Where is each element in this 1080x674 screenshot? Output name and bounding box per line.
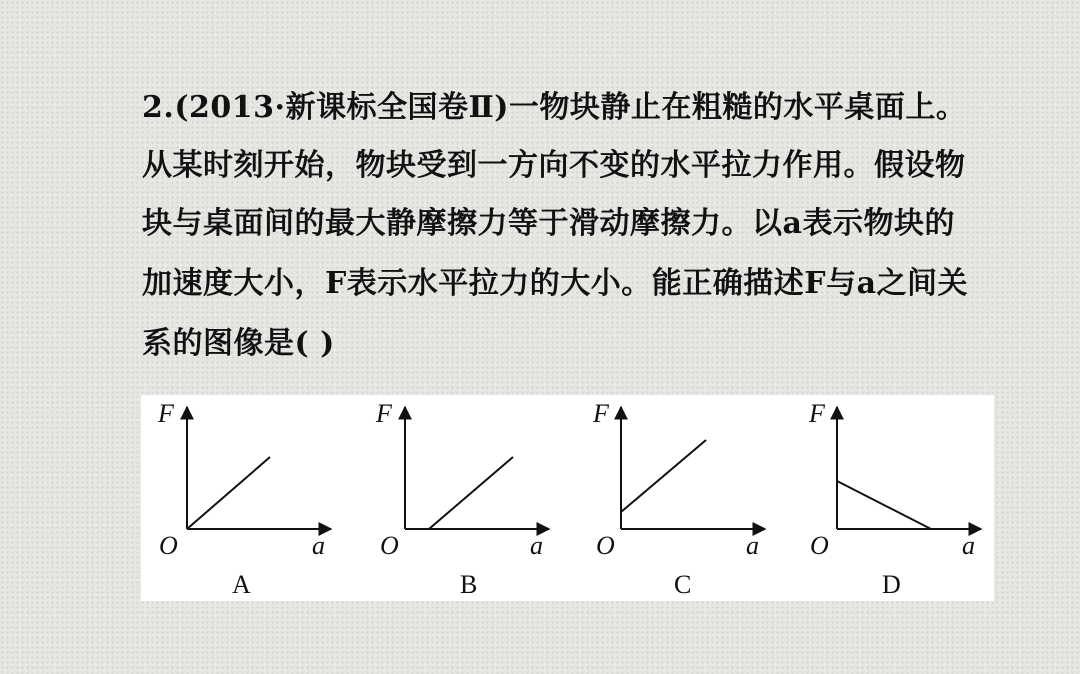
graph-d-origin-label: O <box>810 531 829 560</box>
graph-a-origin-label: O <box>159 531 178 560</box>
graphs-svg <box>141 395 994 601</box>
graph-b <box>375 399 549 599</box>
graph-c-origin-label: O <box>596 531 615 560</box>
graph-c-x-label: a <box>746 531 759 560</box>
question-line-3: 块与桌面间的最大静摩擦力等于滑动摩擦力。以a表示物块的 <box>142 206 955 241</box>
graph-a-y-label: F <box>158 399 174 428</box>
graph-c <box>592 399 765 599</box>
graph-d-x-label: a <box>962 531 975 560</box>
graph-d-option-label: D <box>882 570 901 599</box>
graph-a <box>157 399 331 599</box>
graph-c-y-label: F <box>593 399 609 428</box>
graph-b-line <box>429 457 513 529</box>
graph-b-option-label: B <box>460 570 478 599</box>
graph-d-y-label: F <box>809 399 825 428</box>
graph-d-line <box>837 481 931 529</box>
graph-b-y-label: F <box>376 399 392 428</box>
graph-b-origin-label: O <box>380 531 399 560</box>
graph-c-option-label: C <box>674 570 692 599</box>
question-line-4: 加速度大小，F表示水平拉力的大小。能正确描述F与a之间关 <box>142 266 969 301</box>
question-line-2: 从某时刻开始，物块受到一方向不变的水平拉力作用。假设物 <box>142 148 966 183</box>
question-line-5: 系的图像是( ) <box>142 326 335 361</box>
answer-choices-figure <box>141 395 994 601</box>
graph-a-line <box>187 457 270 529</box>
graph-b-x-label: a <box>530 531 543 560</box>
graph-a-option-label: A <box>232 570 251 599</box>
graph-d <box>808 399 981 599</box>
question-line-1: 2.(2013·新课标全国卷Ⅱ)一物块静止在粗糙的水平桌面上。 <box>142 90 967 125</box>
graph-c-line <box>621 440 706 512</box>
graph-a-x-label: a <box>312 531 325 560</box>
